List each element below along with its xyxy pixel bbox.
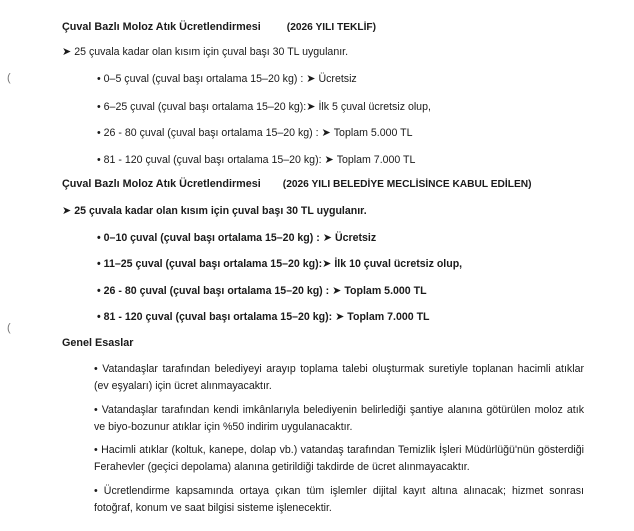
section2-intro: ➤ 25 çuvala kadar olan kısım için çuval başı 30 TL uygulanır. [62,205,367,217]
arrow-right-icon: ➤ [306,73,316,85]
section2-item: • 81 - 120 çuval (çuval başı ortalama 15–20 kg): ➤ Toplam 7.000 TL [97,311,430,323]
general-heading: Genel Esaslar [62,337,134,349]
general-paragraph: • Ücretlendirme kapsamında ortaya çıkan tüm işlemler dijital kayıt altına alınacak; hizmet sonrası fotoğraf, konum ve saat bilgisi sisteme işlenecektir. [94,485,584,514]
arrow-right-icon: ➤ [321,127,331,139]
section1-item: • 0–5 çuval (çuval başı ortalama 15–20 kg) : ➤ Ücretsiz [97,73,357,85]
section1-title: Çuval Bazlı Moloz Atık Ücretlendirmesi [62,21,261,33]
section1-subtitle: (2026 YILI TEKLİF) [286,22,377,33]
section2-item: • 0–10 çuval (çuval başı ortalama 15–20 kg) : ➤ Ücretsiz [97,232,377,244]
arrow-right-icon: ➤ [324,154,334,166]
arrow-right-icon: ➤ [322,232,332,244]
bullet-icon: • [97,285,104,297]
bullet-icon: • [97,232,104,244]
arrow-right-icon: ➤ [335,311,345,323]
margin-mark: ( [7,322,11,334]
bullet-icon: • [97,258,104,270]
section1-intro: ➤ 25 çuvala kadar olan kısım için çuval başı 30 TL uygulanır. [62,46,349,58]
general-paragraph: • Vatandaşlar tarafından kendi imkânlarıyla belediyenin belirlediği şantiye alanına götürülen moloz atık ve biyo-bozunur atıklar için %50 indirim uygulanacaktır. [94,404,584,433]
bullet-icon: • [97,127,104,139]
bullet-icon: • [97,101,104,113]
general-paragraph: • Hacimli atıklar (koltuk, kanepe, dolap vb.) vatandaş tarafından Temizlik İşleri Müdürlüğü'nün gösterdiği Ferahevler (geçici depolama) alanına getirildiği takdirde de ücret alınmayacaktır. [94,444,584,473]
section1-item: • 6–25 çuval (çuval başı ortalama 15–20 kg):➤ İlk 5 çuval ücretsiz olup, [97,101,431,113]
section2-subtitle: (2026 YILI BELEDİYE MECLİSİNCE KABUL EDİLEN) [282,179,532,190]
bullet-icon: • [97,154,104,166]
section1-item: • 26 - 80 çuval (çuval başı ortalama 15–20 kg) : ➤ Toplam 5.000 TL [97,127,413,139]
arrow-right-icon: ➤ [306,101,316,113]
section2-heading [62,178,532,191]
section2-item: • 26 - 80 çuval (çuval başı ortalama 15–20 kg) : ➤ Toplam 5.000 TL [97,285,427,297]
margin-mark: ( [7,72,11,84]
arrow-right-icon: ➤ [322,258,332,270]
bullet-icon: • [97,73,104,85]
bullet-icon: • [97,311,104,323]
arrow-right-icon: ➤ [332,285,342,297]
section1-item: • 81 - 120 çuval (çuval başı ortalama 15–20 kg): ➤ Toplam 7.000 TL [97,154,416,166]
section2-item: • 11–25 çuval (çuval başı ortalama 15–20 kg):➤ İlk 10 çuval ücretsiz olup, [97,258,463,270]
general-paragraph: • Vatandaşlar tarafından belediyeyi arayıp toplama talebi oluşturmak suretiyle toplanan hacimli atıklar (ev eşyaları) için ücret alınmayacaktır. [94,363,584,392]
arrow-right-icon: ➤ [62,46,72,58]
section2-title: Çuval Bazlı Moloz Atık Ücretlendirmesi [62,178,261,190]
section1-heading [62,21,376,34]
arrow-right-icon: ➤ [62,205,72,217]
